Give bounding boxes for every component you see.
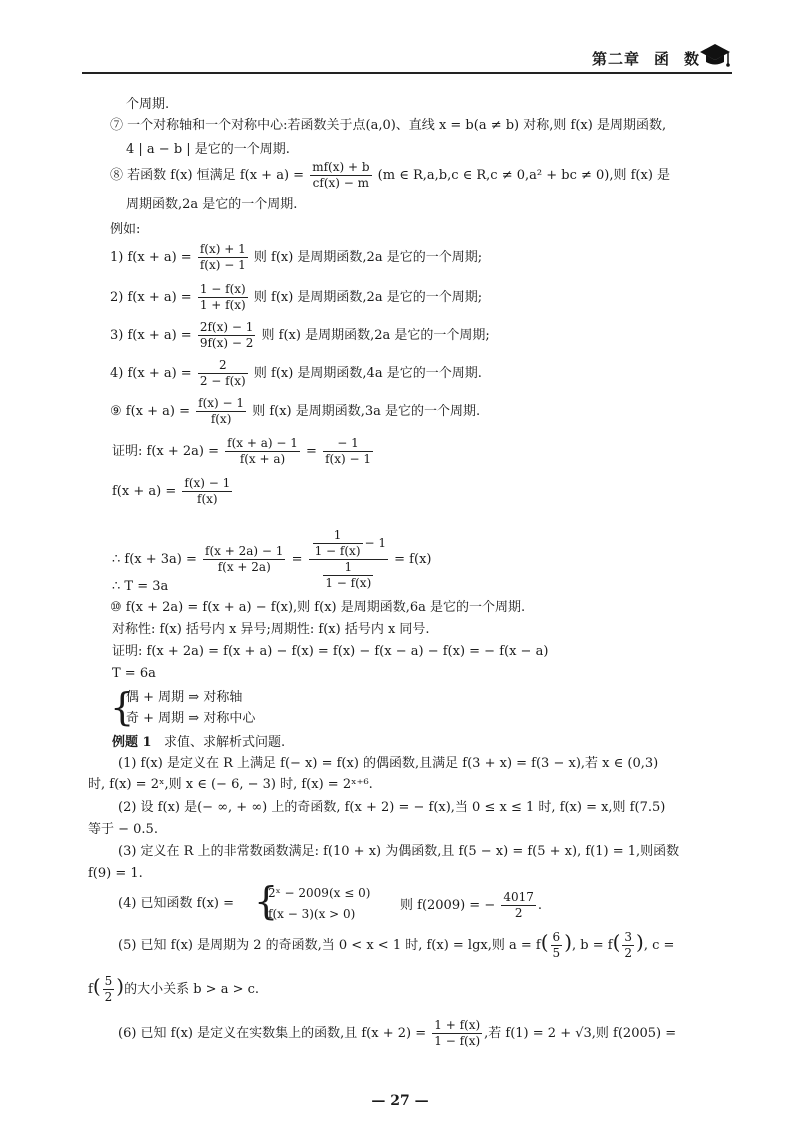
formula-text: (6) 已知 f(x) 是定义在实数集上的函数,且 f(x + 2) = — [118, 1026, 427, 1041]
fraction — [103, 974, 115, 1005]
denominator: 2 — [104, 990, 113, 1004]
formula-line — [110, 396, 480, 427]
formula-text: 证明: f(x + 2a) = — [112, 444, 220, 459]
formula-text: = — [291, 552, 303, 567]
text-line: ∴ T = 3a — [112, 579, 169, 594]
example-heading — [112, 734, 285, 752]
formula-line: (5) 已知 f(x) 是周期为 2 的奇函数,当 0 < x < 1 时, f(x) = lgx,则 a = f( $\frac{6}{5}$ ), b = f( $\frac{3}{2}$ ), c = — [118, 930, 675, 960]
page-header — [82, 38, 732, 78]
numerator — [309, 528, 388, 560]
formula-line: 则 f(2009) = − $\frac{4017}{2}$ . — [400, 890, 543, 920]
numerator: − 1 — [323, 436, 373, 452]
formula-line — [110, 160, 670, 191]
numerator: f(x + a) − 1 — [227, 436, 298, 450]
text-line: 时, f(x) = 2ˣ,则 x ∈ (− 6, − 3) 时, f(x) = 2ˣ⁺⁶. — [88, 777, 373, 792]
formula-text: 则 f(x) 是周期函数,2a 是它的一个周期; — [253, 250, 483, 265]
chapter-title-char-2: 数 — [683, 50, 700, 68]
numerator: 2 — [198, 358, 248, 374]
text-line: (2) 设 f(x) 是(− ∞, + ∞) 上的奇函数, f(x + 2) = − f(x),当 0 ≤ x ≤ 1 时, f(x) = x,则 f(7.5) — [118, 800, 666, 815]
formula-text: f — [88, 982, 93, 997]
fraction — [310, 160, 371, 191]
formula-text: 则 f(x) 是周期函数,2a 是它的一个周期; — [253, 290, 483, 305]
chapter-title-char-1: 函 — [653, 50, 670, 68]
numerator: 1 + f(x) — [434, 1018, 481, 1032]
fraction — [198, 358, 248, 389]
formula-line — [110, 320, 490, 351]
formula-line — [110, 282, 482, 313]
denominator: f(x + 2a) — [217, 560, 271, 574]
numerator: 6 — [552, 930, 561, 944]
numerator: 1 — [313, 528, 363, 544]
numerator: f(x) + 1 — [199, 242, 246, 256]
text-line: 等于 − 0.5. — [88, 822, 158, 837]
fraction — [551, 930, 563, 961]
numerator: 2f(x) − 1 — [199, 320, 254, 334]
left-brace: { — [110, 685, 135, 729]
formula-text: (m ∈ R,a,b,c ∈ R,c ≠ 0,a² + bc ≠ 0),则 f(x) 是 — [377, 168, 671, 183]
text-line: 4 | a − b | 是它的一个周期. — [126, 142, 290, 157]
formula-text: 4) f(x + a) = — [110, 366, 192, 381]
example-label: 例题 1 — [112, 735, 152, 750]
denominator: cf(x) − m — [312, 176, 370, 190]
denominator: 5 — [552, 946, 561, 960]
text-line: ⑩ f(x + 2a) = f(x + a) − f(x),则 f(x) 是周期函数,6a 是它的一个周期. — [110, 600, 526, 615]
fraction — [198, 282, 248, 313]
denominator: 1 − f(x) — [314, 544, 361, 558]
numerator: 4017 — [503, 890, 534, 904]
numerator: f(x) − 1 — [184, 476, 231, 490]
formula-line — [110, 242, 482, 273]
formula-text: 1) f(x + a) = — [110, 250, 192, 265]
formula-text: 则 f(x) 是周期函数,2a 是它的一个周期; — [261, 328, 490, 343]
formula-text: 则 f(x) 是周期函数,4a 是它的一个周期. — [253, 366, 482, 381]
text-line: f(9) = 1. — [88, 866, 143, 881]
piecewise-case: f(x − 3)(x > 0) — [268, 907, 356, 921]
formula-line — [118, 1018, 676, 1049]
denominator: f(x + a) — [239, 452, 286, 466]
fraction — [501, 890, 536, 921]
denominator — [309, 560, 388, 591]
formula-text: ⑨ f(x + a) = — [110, 404, 191, 419]
numerator: mf(x) + b — [312, 160, 370, 174]
text-line: (1) f(x) 是定义在 R 上满足 f(− x) = f(x) 的偶函数,且满足 f(3 + x) = f(3 − x),若 x ∈ (0,3) — [118, 756, 659, 771]
denominator: f(x) − 1 — [325, 452, 371, 466]
text-line: 例如: — [110, 222, 141, 237]
fraction — [196, 396, 246, 427]
denominator: 1 + f(x) — [199, 298, 246, 312]
numerator: f(x + 2a) − 1 — [205, 544, 284, 558]
fraction — [198, 242, 248, 273]
piecewise-brace: { — [254, 879, 279, 923]
formula-text: = — [306, 444, 317, 459]
formula-line: f( $\frac{5}{2}$ )的大小关系 b > a > c. — [88, 974, 260, 1004]
text-line: 周期函数,2a 是它的一个周期. — [126, 197, 298, 212]
fraction — [203, 544, 285, 575]
graduation-cap-icon — [698, 40, 732, 70]
formula-text: 则 f(2009) = − — [400, 898, 496, 913]
denominator: f(x) — [197, 492, 218, 506]
text-line: 偶 + 周期 ⇒ 对称轴 — [126, 690, 243, 705]
formula-text: (4) 已知函数 f(x) = — [118, 896, 234, 911]
text-line: 证明: f(x + 2a) = f(x + a) − f(x) = f(x) − f(x − a) − f(x) = − f(x − a) — [112, 644, 549, 659]
denominator: 9f(x) − 2 — [199, 336, 254, 350]
fraction — [313, 528, 363, 559]
fraction — [323, 560, 373, 591]
fraction — [225, 436, 300, 467]
formula-text: , c = — [643, 938, 675, 953]
fraction — [323, 436, 373, 467]
running-head — [578, 48, 700, 69]
formula-line — [112, 476, 234, 507]
piecewise-case: 2ˣ − 2009(x ≤ 0) — [268, 886, 371, 900]
denominator: 2 — [514, 906, 523, 920]
formula-text: ,若 f(1) = 2 + √3,则 f(2005) = — [484, 1026, 677, 1041]
example-topic: 求值、求解析式问题. — [163, 735, 286, 750]
formula-text: (5) 已知 f(x) 是周期为 2 的奇函数,当 0 < x < 1 时, f(x) = lgx,则 a = f — [118, 938, 541, 953]
formula-text: f(x + a) = — [112, 484, 177, 499]
formula-text: 3) f(x + a) = — [110, 328, 192, 343]
numerator: f(x) − 1 — [198, 396, 245, 410]
formula-text: ∴ f(x + 3a) = — [112, 552, 197, 567]
numerator: 1 — [323, 560, 373, 576]
fraction — [622, 930, 634, 961]
formula-text: ⑧ 若函数 f(x) 恒满足 f(x + a) = — [110, 168, 305, 183]
fraction — [432, 1018, 482, 1049]
formula-line — [118, 895, 234, 913]
text-line: 对称性: f(x) 括号内 x 异号;周期性: f(x) 括号内 x 同号. — [112, 622, 430, 637]
page-number: — 27 — — [371, 1093, 429, 1109]
text-line: (3) 定义在 R 上的非常数函数满足: f(10 + x) 为偶函数,且 f(5 − x) = f(5 + x), f(1) = 1,则函数 — [118, 844, 680, 859]
fraction — [198, 320, 256, 351]
chapter-label: 第二章 — [591, 50, 640, 68]
denominator: 1 − f(x) — [325, 576, 372, 590]
numerator: 5 — [104, 974, 113, 988]
formula-text: 则 f(x) 是周期函数,3a 是它的一个周期. — [252, 404, 481, 419]
formula-text: 的大小关系 b > a > c. — [124, 982, 260, 997]
formula-line — [112, 436, 375, 467]
denominator: 1 − f(x) — [434, 1034, 481, 1048]
formula-text: 2) f(x + a) = — [110, 290, 192, 305]
denominator: 2 − f(x) — [199, 374, 246, 388]
text-line: 个周期. — [126, 97, 170, 112]
numerator: 1 − f(x) — [199, 282, 246, 296]
formula-text: − 1 — [364, 536, 387, 550]
formula-text: = f(x) — [394, 552, 432, 567]
text-line: 奇 + 周期 ⇒ 对称中心 — [126, 711, 256, 726]
text-line: ⑦ 一个对称轴和一个对称中心:若函数关于点(a,0)、直线 x = b(a ≠ b) 对称,则 f(x) 是周期函数, — [110, 118, 667, 133]
formula-line — [110, 358, 482, 389]
text-line: T = 6a — [112, 666, 156, 681]
compound-fraction — [309, 528, 388, 591]
fraction — [182, 476, 232, 507]
denominator: f(x) — [210, 412, 232, 426]
numerator: 3 — [624, 930, 633, 944]
denominator: f(x) − 1 — [199, 258, 246, 272]
header-rule — [82, 72, 732, 74]
denominator: 2 — [624, 946, 633, 960]
formula-text: , b = f — [572, 938, 613, 953]
